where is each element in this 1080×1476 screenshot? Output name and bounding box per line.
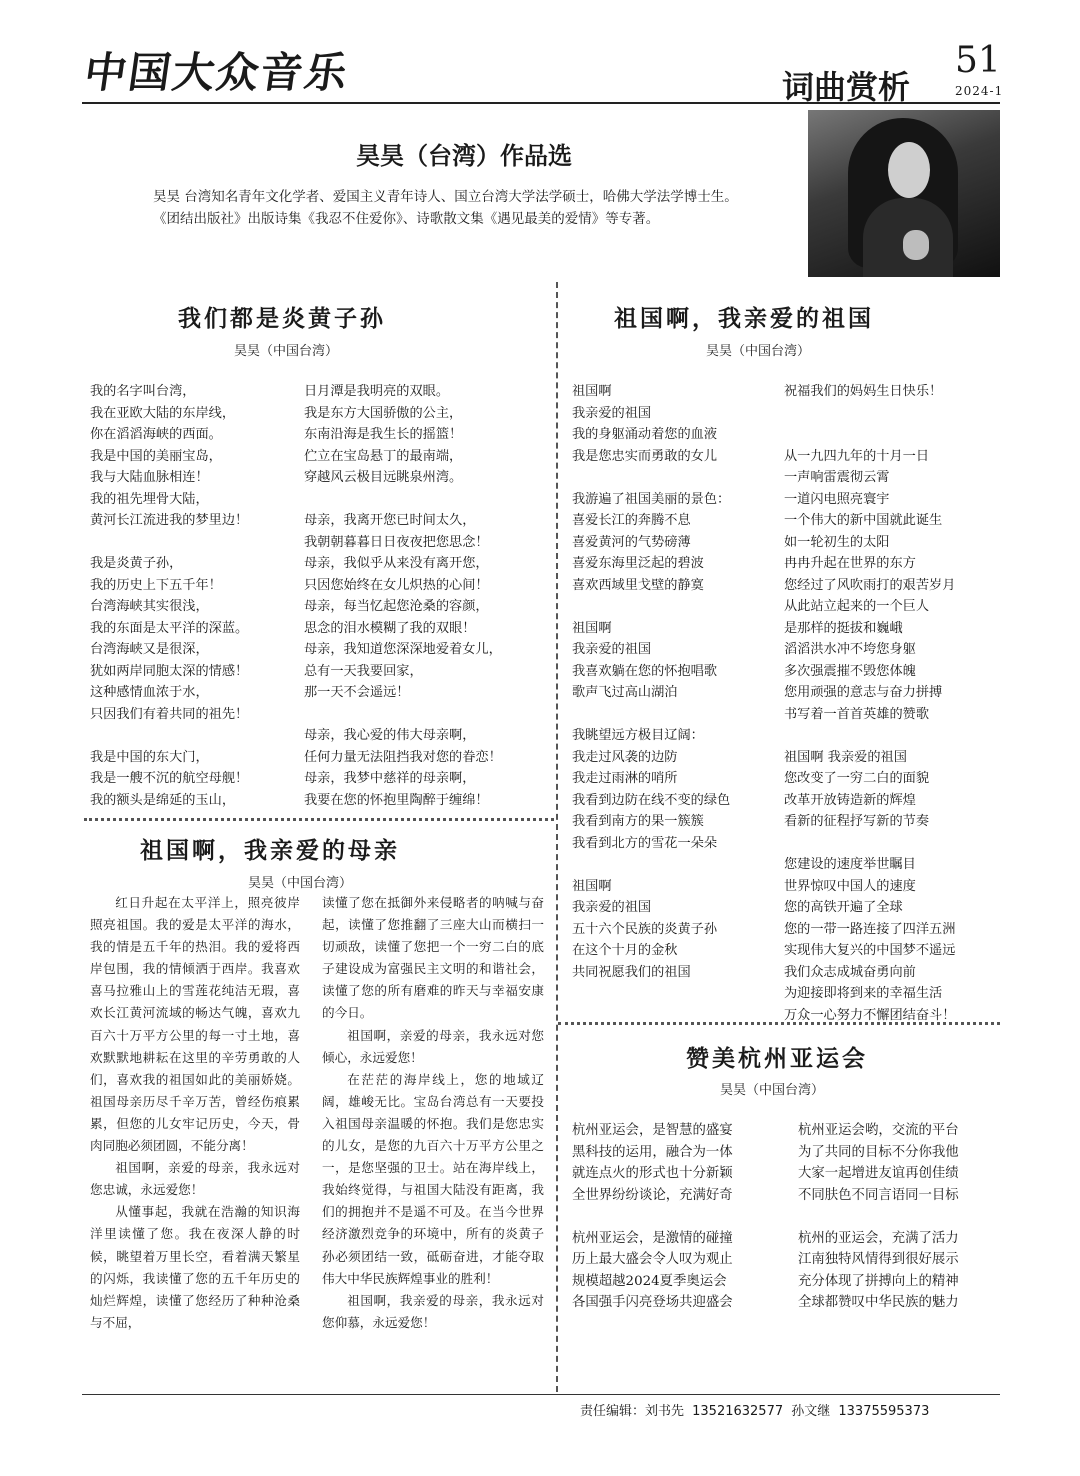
poem-line: 书写着一首首英雄的赞歌 (784, 706, 930, 722)
poem-line: 喜爱东海里泛起的碧波 (572, 556, 704, 571)
poem-column (90, 381, 248, 811)
poem-line: 我是炎黄子孙， (90, 556, 183, 571)
poem-line: 日月潭是我明亮的双眼。 (304, 384, 450, 399)
poem-line: 祖国啊 (572, 878, 612, 894)
poem-line: 一声响雷震彻云霄 (784, 470, 890, 485)
poem-byline: 昊昊（中国台湾） (234, 344, 339, 359)
editor-credits: 责任编辑：刘书先 13521632577 孙文继 13375595373 (580, 1404, 930, 1419)
author-bio (126, 186, 786, 230)
poem-column (304, 381, 502, 811)
poem-line (572, 467, 730, 489)
poem-line: 你在滔滔海峡的西面。 (90, 427, 222, 442)
poem-line: 您改变了一穷二白的面貌 (784, 771, 930, 786)
poem-line: 我与大陆血脉相连！ (90, 470, 209, 485)
poem-line: 世界惊叹中国人的速度 (784, 878, 916, 894)
prose-paragraph: 祖国啊，亲爱的母亲，我永远对您忠诚，永远爱您！ (90, 1160, 300, 1198)
poem-line: 我亲爱的祖国 (572, 900, 652, 915)
section-title: 词曲赏析 (782, 68, 911, 106)
poem-line: 我亲爱的祖国 (572, 405, 652, 421)
bio-paragraph: 昊昊 台湾知名青年文化学者、爱国主义青年诗人、国立台湾大学法学硕士，哈佛大学法学博士生。 (153, 189, 738, 205)
poem-line: 我的名字叫台湾， (90, 384, 196, 399)
poem-line (784, 725, 955, 747)
poem-line: 我看到南方的果一簇簇 (572, 814, 704, 829)
poem-line: 歌声飞过高山湖泊 (572, 685, 678, 700)
poem-line: 滔滔洪水冲不垮您身躯 (784, 642, 916, 657)
poem-line: 任何力量无法阻挡我对您的眷恋！ (304, 749, 502, 765)
poem-line: 实现伟大复兴的中国梦不遥远 (784, 943, 956, 958)
bio-paragraph: 《团结出版社》出版诗集《我忍不住爱你》、诗歌散文集《遇见最美的爱情》等专著。 (153, 211, 660, 227)
poem-line: 喜爱长江的奔腾不息 (572, 513, 691, 528)
prose-paragraph: 祖国啊，亲爱的母亲，我永远对您倾心，永远爱您！ (322, 1027, 544, 1065)
masthead-logo: 中国大众音乐 (81, 48, 353, 97)
poem-line: 母亲，我知道您深深地爱着女儿， (304, 642, 502, 657)
poem-line: 是那样的挺拔和巍峨 (784, 620, 903, 636)
poem-line (572, 596, 730, 618)
header-rule (82, 102, 1000, 104)
poem-line: 各国强手闪亮登场共迎盛会 (572, 1295, 733, 1310)
poem-line (572, 1206, 733, 1228)
poem-line: 母亲，我心爱的伟大母亲啊， (304, 728, 476, 743)
poem-line: 喜欢西域里戈壁的静寞 (572, 577, 704, 593)
prose-paragraph: 红日升起在太平洋上，照亮彼岸照亮祖国。我的爱是太平洋的海水，我的情是五千年的热泪。我的爱将西岸包围，我的情倾洒于西岸。我喜欢喜马拉雅山上的雪莲花纯洁无瑕，喜欢长江黄河流域的畅达气魄，喜欢九百六十万平方公里的每一寸土地，喜欢默默地耕耘在这里的辛劳勇敢的人们，喜欢我的祖国如此的美丽娇娆。祖国母亲历尽千辛万苦，曾经伤痕累累，但您的儿女牢记历史，今天，骨肉同胞必须团圆，不能分离！ (90, 895, 300, 1154)
poem-line: 为了共同的目标不分你我他 (798, 1144, 959, 1160)
poem-line: 我看到边防在线不变的绿色 (572, 792, 731, 808)
poem-line: 杭州亚运会，是智慧的盛宴 (572, 1123, 733, 1138)
poem-line: 台湾海峡又是很深， (90, 642, 209, 657)
feature-title: 昊昊（台湾）作品选 (356, 141, 572, 170)
poem-line (784, 833, 955, 855)
poem-line: 母亲，我梦中慈祥的母亲啊， (304, 771, 476, 786)
poem-line: 思念的泪水模糊了我的双眼！ (304, 620, 476, 636)
poem-line (304, 489, 502, 511)
poem-column (572, 381, 730, 983)
poem-line: 杭州亚运会哟，交流的平台 (798, 1123, 959, 1138)
poem-line (784, 424, 955, 446)
poem-line: 一个伟大的新中国就此诞生 (784, 513, 943, 528)
poem-line: 一道闪电照亮寰宇 (784, 491, 890, 507)
poem-line: 杭州亚运会，是激情的碰撞 (572, 1230, 733, 1246)
poem-line (784, 403, 955, 425)
page-number: 51 (955, 40, 1001, 81)
prose-column (90, 892, 300, 1334)
section-divider (84, 818, 554, 821)
poem-line: 我是中国的东大门， (90, 749, 209, 765)
poem-line: 这种感情血浓于水， (90, 685, 209, 700)
poem-line: 江南独特风情得到很好展示 (798, 1252, 959, 1267)
poem-line (90, 725, 248, 747)
poem-line: 看新的征程抒写新的节奏 (784, 814, 930, 829)
poem-column (784, 381, 955, 1026)
poem-line: 万众一心努力不懈团结奋斗！ (784, 1007, 956, 1023)
poem-line: 我朝朝暮暮日日夜夜把您思念！ (304, 534, 489, 550)
poem-line (304, 704, 502, 726)
prose-column (322, 892, 544, 1334)
poem-line: 历上最大盛会令人叹为观止 (572, 1252, 733, 1267)
poem-line: 我是中国的美丽宝岛， (90, 448, 222, 464)
poem-line: 我亲爱的祖国 (572, 642, 652, 657)
prose-paragraph: 从懂事起，我就在浩瀚的知识海洋里读懂了您。我在夜深人静的时候，眺望着万里长空，看着满天繁星的闪烁，我读懂了您的五千年历史的灿烂辉煌，读懂了您经历了种种沧桑与不屈， (90, 1204, 300, 1330)
poem-line: 多次强震摧不毁您体魄 (784, 663, 916, 679)
poem-line: 我的东面是太平洋的深蓝。 (90, 620, 249, 636)
poem-line: 那一天不会遥远！ (304, 685, 410, 700)
poem-line: 我走过雨淋的哨所 (572, 771, 678, 786)
poem-line: 杭州的亚运会，充满了活力 (798, 1230, 959, 1246)
poem-line: 为迎接即将到来的幸福生活 (784, 986, 943, 1001)
poem-line: 我要在您的怀抱里陶醉于缠绵！ (304, 792, 489, 808)
poem-line (572, 704, 730, 726)
poem-column (798, 1120, 959, 1314)
poem-line: 只因您始终在女儿炽热的心间！ (304, 577, 489, 593)
poem-line: 我的祖先埋骨大陆， (90, 491, 209, 507)
poem-line: 如一轮初生的太阳 (784, 534, 890, 550)
poem-line: 全球都赞叹中华民族的魅力 (798, 1295, 959, 1310)
poem-line: 总有一天我要回家， (304, 663, 423, 679)
poem-line (572, 854, 730, 876)
poem-line (90, 532, 248, 554)
poem-byline: 昊昊（中国台湾） (248, 876, 353, 891)
poem-line: 我的身躯涌动着您的血液 (572, 427, 718, 442)
poem-title: 祖国啊，我亲爱的母亲 (140, 837, 400, 864)
poem-line: 祖国啊 我亲爱的祖国 (784, 749, 907, 765)
poem-line: 我游遍了祖国美丽的景色： (572, 491, 731, 507)
poem-line: 共同祝愿我们的祖国 (572, 964, 691, 980)
poem-line: 不同肤色不同言语同一目标 (798, 1187, 959, 1203)
poem-line: 东南沿海是我生长的摇篮！ (304, 427, 463, 442)
poem-line: 充分体现了拼搏向上的精神 (798, 1273, 959, 1289)
poem-line: 您的一带一路连接了四洋五洲 (784, 921, 956, 937)
poem-line: 我们众志成城奋勇向前 (784, 964, 916, 980)
poem-line: 规模超越2024夏季奥运会 (572, 1273, 727, 1289)
poem-line: 只因我们有着共同的祖先！ (90, 706, 249, 722)
author-photo (808, 110, 1000, 277)
poem-line: 喜爱黄河的气势磅薄 (572, 534, 691, 550)
poem-line: 我眺望远方极目辽阔： (572, 728, 704, 743)
poem-line: 祖国啊 (572, 620, 612, 636)
poem-line: 五十六个民族的炎黄子孙 (572, 921, 718, 937)
issue-date: 2024-1 (955, 84, 1004, 98)
poem-line: 改革开放铸造新的辉煌 (784, 792, 916, 808)
poem-line: 犹如两岸同胞太深的情感！ (90, 663, 249, 679)
poem-line: 我走过风袭的边防 (572, 749, 678, 765)
poem-line: 祖国啊 (572, 384, 612, 399)
poem-line: 我是一艘不沉的航空母舰！ (90, 771, 249, 786)
poem-line: 穿越风云极目远眺泉州湾。 (304, 470, 463, 485)
poem-line: 从此站立起来的一个巨人 (784, 599, 930, 614)
poem-line: 黑科技的运用，融合为一体 (572, 1144, 733, 1160)
poem-line: 我看到北方的雪花一朵朵 (572, 835, 718, 851)
prose-paragraph: 读懂了您在抵御外来侵略者的呐喊与奋起，读懂了您推翻了三座大山而横扫一切顽敌，读懂了您把一个一穷二白的底子建设成为富强民主文明的和谐社会，读懂了您的所有磨难的昨天与幸福安康的今日。 (322, 895, 544, 1021)
column-divider (556, 282, 558, 1392)
footer-rule (82, 1394, 1000, 1395)
prose-paragraph: 在茫茫的海岸线上，您的地域辽阔，雄峻无比。宝岛台湾总有一天要投入祖国母亲温暖的怀抱。我们是您忠实的儿女，是您的九百六十万平方公里之一，是您坚强的卫士。站在海岸线上，我始终觉得，与祖国大陆没有距离，我们的拥抱并不是遥不可及。在当今世界经济激烈竞争的环境中，所有的炎黄子孙必须团结一致，砥砺奋进，才能夺取伟大中华民族辉煌事业的胜利！ (322, 1071, 544, 1286)
poem-line: 母亲，每当忆起您沧桑的容颜， (304, 599, 489, 614)
poem-line: 在这个十月的金秋 (572, 943, 678, 958)
poem-line: 从一九四九年的十月一日 (784, 448, 930, 464)
poem-line: 我喜欢躺在您的怀抱唱歌 (572, 663, 718, 679)
poem-line: 您用顽强的意志与奋力拼搏 (784, 685, 943, 700)
poem-line: 黄河长江流进我的梦里边！ (90, 513, 249, 528)
poem-line: 祝福我们的妈妈生日快乐！ (784, 384, 943, 399)
poem-line: 冉冉升起在世界的东方 (784, 556, 916, 571)
poem-line (798, 1206, 959, 1228)
poem-line: 母亲，我似乎从来没有离开您， (304, 556, 489, 571)
prose-paragraph: 祖国啊，我亲爱的母亲，我永远对您仰慕，永远爱您！ (322, 1292, 544, 1330)
poem-line: 大家一起增进友谊再创佳绩 (798, 1166, 959, 1181)
poem-line: 母亲，我离开您已时间太久， (304, 513, 476, 528)
poem-line: 我是东方大国骄傲的公主， (304, 405, 463, 421)
poem-title: 我们都是炎黄子孙 (178, 305, 386, 332)
poem-line: 我的历史上下五千年！ (90, 577, 222, 593)
poem-line: 我的额头是绵延的玉山， (90, 792, 236, 808)
poem-line: 您经过了风吹雨打的艰苦岁月 (784, 577, 956, 593)
poem-column (572, 1120, 733, 1314)
poem-line: 您建设的速度举世瞩目 (784, 857, 916, 872)
poem-title: 祖国啊，我亲爱的祖国 (614, 305, 874, 332)
poem-byline: 昊昊（中国台湾） (720, 1083, 825, 1098)
poem-line: 我是您忠实而勇敢的女儿 (572, 448, 718, 464)
poem-line: 我在亚欧大陆的东岸线， (90, 405, 236, 421)
poem-line: 伫立在宝岛悬丁的最南端， (304, 448, 463, 464)
poem-line: 您的高铁开遍了全球 (784, 900, 903, 915)
poem-title: 赞美杭州亚运会 (686, 1045, 868, 1072)
poem-line: 台湾海峡其实很浅， (90, 599, 209, 614)
poem-byline: 昊昊（中国台湾） (706, 344, 811, 359)
poem-line: 全世界纷纷谈论，充满好奇 (572, 1187, 733, 1203)
poem-line: 就连点火的形式也十分新颖 (572, 1166, 733, 1181)
